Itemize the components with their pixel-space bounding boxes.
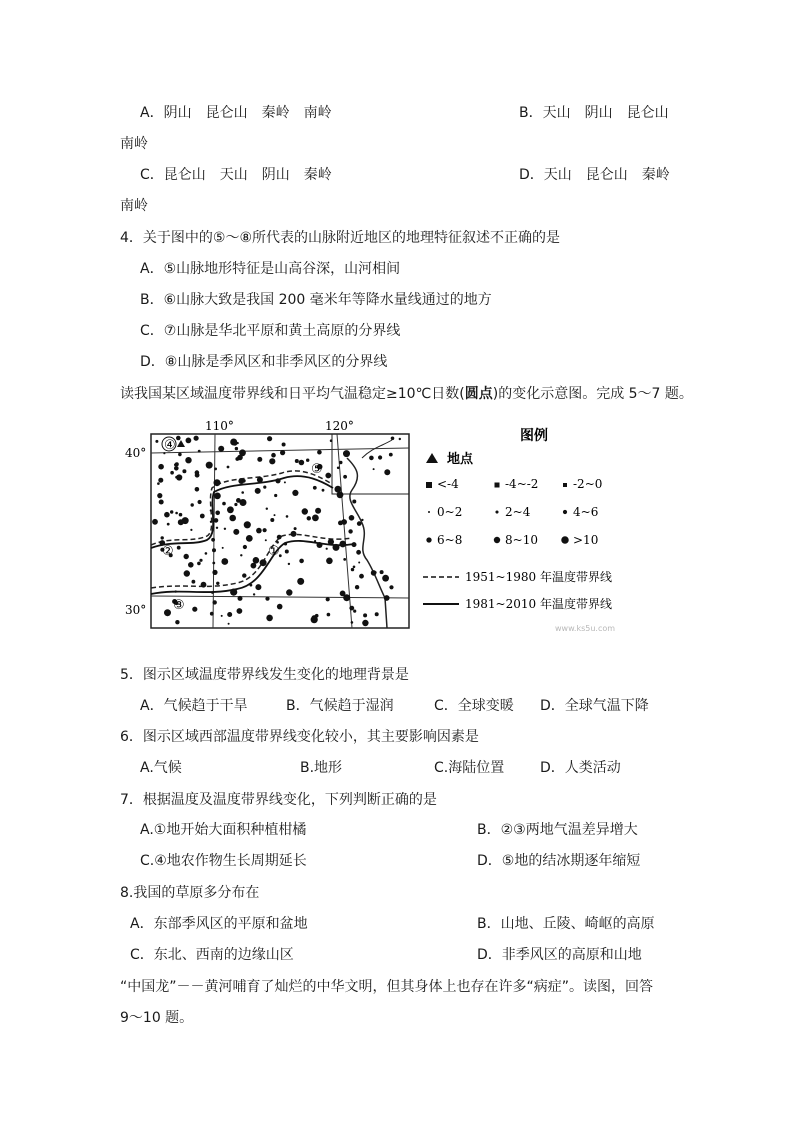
station-dot: [211, 591, 214, 594]
station-dot: [215, 511, 220, 516]
station-dot: [373, 468, 375, 470]
legend-site-label: 地点: [447, 452, 474, 467]
station-dot: [158, 478, 163, 483]
station-dot: [178, 519, 184, 525]
station-dot: [230, 589, 237, 596]
station-dot: [267, 436, 272, 441]
site-1-label: ①: [268, 544, 280, 559]
station-dot: [216, 582, 219, 585]
parallel-40: [151, 448, 409, 453]
site-4-label: ④: [164, 438, 176, 453]
station-dot: [288, 563, 290, 565]
lat-30-label: 30°: [125, 603, 147, 617]
station-dot: [170, 510, 173, 513]
legend-mark: [494, 537, 500, 543]
legend-site-icon: [426, 453, 438, 463]
station-dot: [238, 478, 244, 484]
station-dot: [242, 573, 246, 577]
station-dot: [233, 441, 238, 446]
station-dot: [291, 531, 297, 537]
intro-5-7-bold: 圆点: [464, 386, 493, 402]
watermark: www.ks5u.com: [555, 624, 616, 633]
station-dot: [152, 519, 158, 525]
intro-5-7: [120, 384, 693, 404]
station-dot: [260, 559, 267, 566]
station-dot: [312, 515, 319, 522]
q5-option-c: C．全球变暖: [434, 698, 514, 714]
station-dot: [174, 466, 179, 471]
station-dot: [190, 529, 192, 531]
q8-stem: 8.我国的草原多分布在: [120, 885, 260, 901]
station-dot: [241, 491, 244, 494]
legend-range-label: 2~4: [505, 505, 531, 519]
station-dot: [237, 455, 243, 461]
station-dot: [326, 558, 333, 565]
legend-mark: [563, 483, 567, 487]
station-dot: [234, 503, 237, 506]
station-dot: [389, 585, 393, 589]
station-dot: [330, 439, 333, 442]
parallel-30: [151, 596, 409, 598]
station-dot: [211, 538, 215, 542]
station-dot: [284, 542, 287, 545]
station-dot: [343, 450, 350, 457]
station-dot: [348, 529, 352, 533]
station-dot: [325, 473, 331, 479]
station-dot: [363, 613, 367, 617]
station-dot: [255, 584, 261, 590]
station-dot: [212, 570, 217, 575]
station-dot: [227, 612, 232, 617]
station-dot: [322, 489, 325, 492]
q3-option-a: A．阴山 昆仑山 秦岭 南岭: [140, 105, 332, 121]
station-dot: [256, 528, 262, 534]
station-dot: [382, 575, 389, 582]
station-dot: [371, 570, 377, 576]
station-dot: [197, 562, 201, 566]
station-dot: [210, 612, 214, 616]
station-dot: [297, 578, 304, 585]
station-dot: [343, 558, 346, 561]
station-dot: [224, 528, 226, 530]
legend-title: 图例: [520, 428, 548, 444]
legend-line-1981: 1981~2010 年温度带界线: [465, 597, 612, 611]
station-dot: [164, 609, 171, 616]
station-dot: [326, 597, 330, 601]
station-dot: [353, 566, 356, 569]
station-dot: [233, 529, 239, 535]
q5-option-a: A．气候趋于干旱: [140, 698, 248, 714]
q6-option-c: C.海陆位置: [434, 760, 505, 776]
station-dot: [179, 513, 183, 517]
q3-option-d: D．天山 昆仑山 秦岭: [519, 167, 670, 183]
station-dot: [161, 536, 164, 539]
station-dot: [199, 559, 202, 562]
station-dot: [266, 615, 273, 622]
station-dot: [218, 446, 224, 452]
site-2-label: ②: [162, 544, 174, 559]
station-dot: [212, 562, 215, 565]
q6-option-d: D．人类活动: [540, 760, 621, 776]
station-dot: [205, 552, 208, 555]
station-dot: [312, 615, 318, 621]
station-dot: [253, 557, 260, 564]
intro-5-7-post: )的变化示意图。完成 5～7 题。: [492, 386, 693, 402]
station-dot: [357, 521, 362, 526]
station-dot: [302, 508, 308, 514]
station-dot: [307, 516, 311, 520]
station-dot: [195, 487, 200, 492]
map-inset-frame: [332, 434, 409, 494]
legend-range-label: <-4: [437, 477, 459, 491]
legend-range-label: 8~10: [505, 533, 538, 547]
station-dot: [384, 469, 390, 475]
station-dot: [333, 544, 340, 551]
station-dot: [266, 508, 268, 510]
station-dot: [201, 582, 207, 588]
q8-option-b: B．山地、丘陵、崎岖的高原: [477, 916, 655, 932]
station-dot: [391, 437, 395, 441]
q4-option-b: B．⑥山脉大致是我国 200 毫米年等降水量线通过的地方: [140, 292, 492, 308]
station-dot: [299, 559, 304, 564]
station-dot: [178, 453, 182, 457]
station-dot: [184, 554, 189, 559]
q8-option-c: C．东北、西南的边缘山区: [130, 947, 294, 963]
intro-9-10-line2: 9～10 题。: [120, 1010, 194, 1026]
station-dot: [238, 596, 243, 601]
station-dot: [352, 500, 356, 504]
station-dot: [286, 589, 292, 595]
station-dot: [210, 521, 212, 523]
station-dot: [185, 457, 191, 463]
station-dot: [194, 436, 199, 441]
site-triangle-icon: [177, 440, 185, 447]
station-dot: [243, 545, 247, 549]
station-dot: [265, 597, 269, 601]
lon-110-label: 110°: [205, 419, 234, 433]
legend-mark: [495, 510, 498, 513]
station-dot: [158, 464, 164, 470]
q5-option-b: B．气候趋于湿润: [286, 698, 394, 714]
station-dot: [228, 623, 230, 625]
q8-option-d: D．非季风区的高原和山地: [477, 947, 642, 963]
station-dot: [257, 457, 262, 462]
station-dot: [240, 554, 242, 556]
station-dot: [188, 562, 194, 568]
station-dot: [227, 466, 230, 469]
station-dot: [195, 470, 200, 475]
legend-range-label: >10: [573, 533, 599, 547]
station-dot: [192, 580, 196, 584]
station-dot: [384, 595, 390, 601]
q4-stem: 4．关于图中的⑤～⑧所代表的山脉附近地区的地理特征叙述不正确的是: [120, 230, 561, 246]
lon-120-label: 120°: [325, 419, 354, 433]
q3-option-c: C．昆仑山 天山 阴山 秦岭: [140, 167, 332, 183]
q6-option-b: B.地形: [300, 760, 343, 776]
temperature-zone-map: [125, 418, 647, 638]
station-dot: [358, 562, 360, 564]
station-dot: [351, 621, 354, 624]
station-dot: [221, 558, 228, 565]
station-dot: [274, 514, 276, 516]
station-dot: [339, 461, 342, 464]
station-dot: [369, 456, 374, 461]
station-dot: [182, 469, 186, 473]
station-dot: [349, 515, 355, 521]
q7-option-d: D．⑤地的结冰期逐年缩短: [477, 853, 641, 869]
station-dot: [222, 502, 226, 506]
station-dot: [251, 563, 257, 569]
q7-option-c: C.④地农作物生长周期延长: [140, 853, 307, 869]
station-dot: [216, 527, 218, 529]
station-dot: [235, 447, 238, 450]
station-dot: [389, 453, 393, 457]
station-dot: [200, 514, 205, 519]
station-dot: [355, 585, 359, 589]
station-dot: [214, 518, 219, 523]
station-dot: [274, 494, 277, 497]
station-dot: [210, 509, 212, 511]
lat-40-label: 40°: [125, 446, 147, 460]
station-dot: [352, 542, 357, 547]
station-dot: [270, 518, 274, 522]
legend-line-1951: 1951~1980 年温度带界线: [465, 570, 612, 584]
station-dot: [198, 500, 202, 504]
station-dot: [257, 477, 263, 483]
station-dot: [299, 460, 305, 466]
station-dot: [222, 547, 224, 549]
station-dot: [306, 459, 309, 462]
q8-option-a: A．东部季风区的平原和盆地: [130, 916, 308, 932]
station-dot: [343, 475, 347, 479]
station-dot: [294, 527, 297, 530]
station-dot: [176, 474, 182, 480]
station-dot: [212, 548, 216, 552]
station-dot: [253, 593, 255, 595]
station-dot: [375, 612, 379, 616]
legend-mark: [495, 483, 500, 488]
station-dot: [271, 453, 276, 458]
q7-stem: 7．根据温度及温度带界线变化，下列判断正确的是: [120, 792, 437, 808]
station-dot: [328, 539, 334, 545]
station-dot: [380, 570, 384, 574]
station-dot: [213, 600, 217, 604]
station-dot: [295, 459, 299, 463]
site-5-label: ⑤: [311, 462, 323, 477]
station-dot: [214, 479, 221, 486]
legend-range-label: -4~-2: [505, 477, 539, 491]
station-dot: [167, 523, 170, 526]
q4-option-c: C．⑦山脉是华北平原和黄土高原的分界线: [140, 323, 401, 339]
station-dot: [292, 490, 298, 496]
station-dot: [191, 503, 194, 506]
station-dot: [184, 570, 190, 576]
station-dot: [255, 488, 261, 494]
station-dot: [164, 512, 170, 518]
station-dot: [155, 440, 158, 443]
q3-option-b: B．天山 阴山 昆仑山: [519, 105, 669, 121]
legend-range-label: 4~6: [573, 505, 599, 519]
station-dot: [282, 443, 286, 447]
station-dot: [175, 620, 179, 624]
legend-mark: [426, 537, 431, 542]
station-dot: [362, 620, 368, 626]
station-dot: [192, 607, 197, 612]
station-dot: [359, 574, 364, 579]
station-dot: [277, 604, 283, 610]
station-dot: [275, 478, 280, 483]
station-dot: [170, 471, 174, 475]
station-dot: [229, 515, 236, 522]
station-dot: [339, 541, 346, 548]
station-dot: [361, 519, 363, 521]
station-dot: [246, 535, 253, 542]
station-dot: [237, 608, 243, 614]
station-dot: [159, 500, 164, 505]
station-dot: [198, 450, 201, 453]
q6-option-a: A.气候: [140, 760, 182, 776]
station-dot: [174, 463, 177, 466]
station-dot: [338, 521, 343, 526]
q5-stem: 5．图示区域温度带界线发生变化的地理背景是: [120, 667, 409, 683]
q5-option-d: D．全球气温下降: [540, 698, 649, 714]
station-dot: [214, 493, 221, 500]
station-dot: [313, 486, 317, 490]
station-dot: [284, 481, 286, 483]
station-dot: [356, 550, 361, 555]
station-dot: [326, 548, 328, 550]
station-dot: [263, 528, 267, 532]
station-dot: [353, 610, 356, 613]
station-dot: [265, 539, 267, 541]
station-dot: [221, 615, 223, 617]
station-dot: [244, 521, 251, 528]
station-dot: [176, 436, 181, 441]
site-3-label: ③: [173, 598, 185, 613]
station-dot: [340, 591, 346, 597]
legend-dot-grid: [426, 477, 602, 547]
legend-mark: [563, 510, 567, 514]
station-dot: [280, 450, 285, 455]
station-dot: [157, 482, 160, 485]
station-dot: [175, 512, 178, 515]
station-dot: [317, 450, 322, 455]
station-dot: [206, 462, 213, 469]
station-dot: [399, 438, 401, 440]
q7-option-b: B．②③两地气温差异增大: [477, 822, 638, 838]
station-dot: [337, 467, 340, 470]
legend-range-label: -2~0: [573, 477, 603, 491]
station-dot: [240, 499, 247, 506]
station-dot: [286, 515, 289, 518]
q7-option-a: A.①地开始大面积种植柑橘: [140, 822, 307, 838]
station-dot: [314, 540, 316, 542]
legend-range-label: 6~8: [437, 533, 463, 547]
station-dot: [175, 590, 177, 592]
legend-mark: [561, 536, 569, 544]
intro-9-10-line1: “中国龙”－－黄河哺育了灿烂的中华文明，但其身体上也存在许多“病症”。读图，回答: [120, 979, 654, 995]
q4-option-a: A．⑤山脉地形特征是山高谷深，山河相间: [140, 261, 401, 277]
station-dot: [227, 506, 234, 513]
q3-option-b-continued: 南岭: [120, 136, 148, 152]
station-dot: [157, 493, 162, 498]
legend-mark: [428, 511, 430, 513]
station-dot: [269, 458, 275, 464]
legend-mark: [426, 482, 432, 488]
station-dot: [277, 535, 282, 540]
station-dot: [351, 568, 354, 571]
station-dot: [263, 486, 266, 489]
station-dot: [285, 550, 289, 554]
legend-range-label: 0~2: [437, 505, 463, 519]
station-dot: [177, 546, 181, 550]
station-dot: [378, 455, 382, 459]
q6-stem: 6．图示区域西部温度带界线变化较小，其主要影响因素是: [120, 729, 479, 745]
station-dot: [250, 584, 253, 587]
station-dot: [315, 508, 321, 514]
station-dot: [335, 486, 342, 493]
station-dot: [186, 438, 192, 444]
station-dot: [327, 613, 331, 617]
intro-5-7-pre: 读我国某区域温度带界线和日平均气温稳定≥10℃日数(: [120, 386, 465, 402]
station-dot: [317, 542, 323, 548]
station-dot: [349, 606, 354, 611]
station-dot: [214, 468, 217, 471]
q4-option-d: D．⑧山脉是季风区和非季风区的分界线: [140, 354, 388, 370]
q3-option-d-continued: 南岭: [120, 198, 148, 214]
